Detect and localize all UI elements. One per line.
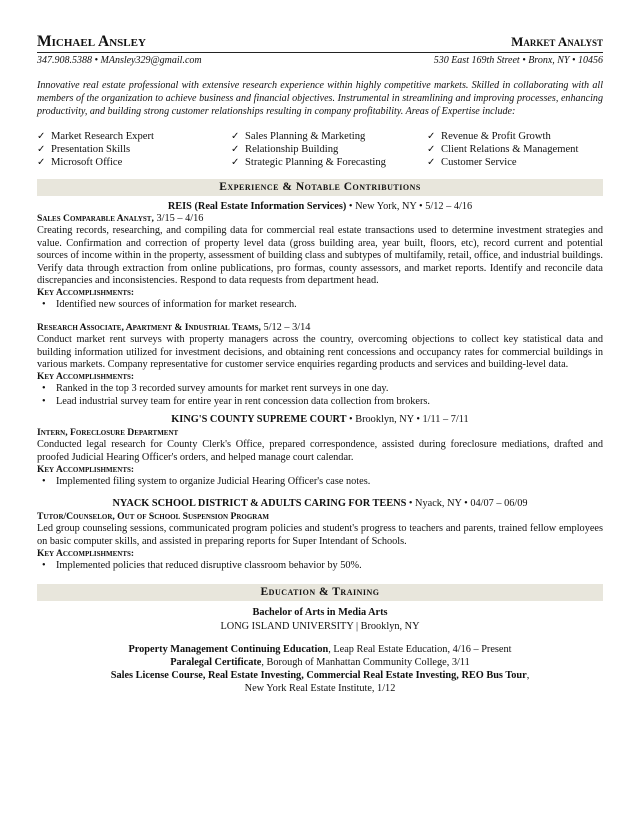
skill-item: ✓ Customer Service — [427, 156, 517, 168]
check-icon: ✓ — [37, 143, 46, 155]
bullet-icon: • — [42, 383, 46, 395]
job-heading — [37, 414, 603, 426]
section-heading-experience: Experience & Notable Contributions — [37, 179, 603, 196]
list-item: • Ranked in the top 3 recorded survey amounts for market rent surveys in one day. — [42, 383, 389, 395]
skills-grid — [37, 130, 603, 169]
candidate-name: Michael Ansley — [37, 33, 146, 50]
key-accomplishments-label: Key Accomplishments: — [37, 464, 135, 475]
skill-item: ✓ Microsoft Office — [37, 156, 123, 168]
resume-page — [37, 33, 603, 696]
role-title: Research Associate, Apartment & Industrial Teams, — [37, 321, 261, 333]
check-icon: ✓ — [231, 143, 240, 155]
skill-item: ✓ Revenue & Profit Growth — [427, 130, 551, 142]
check-icon: ✓ — [231, 156, 240, 168]
contact-line — [37, 55, 603, 66]
contact-phone-email: 347.908.5388 • MAnsley329@gmail.com — [37, 55, 202, 66]
role-description: Conducted legal research for County Clerk's Office, prepared correspondence, assisted during foreclosure mediations, drafted and proofed Judicial Hearing Officer's orders, and helped manage court calendar. — [37, 439, 603, 463]
role-description: Conduct market rent surveys with property managers across the country, overcoming objections to collect key statistical data and building information utilized for investment decisions, and obtaining rent concessions and occupancy rates for commercial buildings in various markets. Company representative for customer service enquiries regarding products and services and building-level data. — [37, 334, 603, 371]
education-section — [37, 606, 603, 695]
role-title: Sales Comparable Analyst, — [37, 213, 154, 225]
role-description: Creating records, researching, and compiling data for commercial real estate transactions used to determine investment strategies and value. Confirmation and correction of property level data (gross building area, year built, floors, etc), record current and potential sources of income within in the property, assessment of building class and subtypes of multifamily, retail, office, and industrial buildings. Verify data through extraction from online publications, pro formas, county assessors, and market reports. Identify and reconcile data discrepancies and inconsistencies. Respond to data requests from department head. — [37, 225, 603, 287]
section-heading-education: Education & Training — [37, 584, 603, 601]
check-icon: ✓ — [37, 156, 46, 168]
key-accomplishments-label: Key Accomplishments: — [37, 288, 135, 299]
contact-address: 530 East 169th Street • Bronx, NY • 10456 — [433, 55, 603, 66]
job-heading — [37, 498, 603, 510]
role-line — [37, 322, 603, 334]
training-institute: New York Real Estate Institute, 1/12 — [244, 683, 396, 695]
check-icon: ✓ — [427, 143, 436, 155]
employer-meta: • New York, NY • 5/12 – 4/16 — [346, 200, 473, 212]
list-item: • Lead industrial survey team for entire year in rent concession data collection from brokers. — [42, 395, 430, 407]
summary-paragraph: Innovative real estate professional with extensive research experience within highly competitive markets. Skilled in collaborating with all members of the organization to achieve business and financial objectives. Instrumental in streamlining and improving processes, enhancing productivity, and building strong customer relationships resulting in company profitability. Areas of Expertise include: — [37, 80, 603, 118]
bullet-icon: • — [42, 559, 46, 571]
accomplishment-list — [37, 560, 603, 572]
experience-section — [37, 201, 603, 573]
check-icon: ✓ — [231, 130, 240, 142]
role-description: Led group counseling sessions, communicated program policies and student's progress to teachers and parents, trained fellow employees on basic computer skills, and assisted in preparing reports for Super Intendant of Schools. — [37, 523, 603, 547]
bullet-icon: • — [42, 299, 46, 311]
bullet-icon: • — [42, 475, 46, 487]
key-accomplishments-label: Key Accomplishments: — [37, 548, 135, 559]
check-icon: ✓ — [427, 156, 436, 168]
role-title: Tutor/Counselor, Out of School Suspension Program — [37, 510, 269, 522]
employer-meta: • Nyack, NY • 04/07 – 06/09 — [406, 498, 528, 510]
skill-item: ✓ Client Relations & Management — [427, 143, 579, 155]
employer-name: KING'S COUNTY SUPREME COURT — [171, 414, 347, 426]
job-title: Market Analyst — [511, 34, 603, 49]
role-title: Intern, Foreclosure Department — [37, 426, 179, 438]
employer-name: NYACK SCHOOL DISTRICT & ADULTS CARING FOR TEENS — [112, 498, 407, 510]
training-item: Paralegal Certificate, Borough of Manhattan Community College, 3/11 — [170, 656, 470, 668]
accomplishment-list — [37, 383, 603, 408]
bullet-icon: • — [42, 395, 46, 407]
accomplishment-list — [37, 476, 603, 488]
school: LONG ISLAND UNIVERSITY | Brooklyn, NY — [220, 620, 420, 632]
list-item: • Implemented policies that reduced disruptive classroom behavior by 50%. — [42, 559, 362, 571]
employer-meta: • Brooklyn, NY • 1/11 – 7/11 — [346, 414, 469, 426]
check-icon: ✓ — [37, 130, 46, 142]
skill-item: ✓ Market Research Expert — [37, 130, 154, 142]
key-accomplishments-label: Key Accomplishments: — [37, 372, 135, 383]
resume-header — [37, 33, 603, 53]
degree: Bachelor of Arts in Media Arts — [252, 607, 388, 619]
accomplishment-list — [37, 299, 603, 311]
training-item: Property Management Continuing Education, Leap Real Estate Education, 4/16 – Present — [128, 643, 512, 655]
employer-name: REIS (Real Estate Information Services) — [167, 200, 347, 212]
list-item: • Implemented filing system to organize Judicial Hearing Officer's case notes. — [42, 475, 371, 487]
training-item: Sales License Course, Real Estate Investing, Commercial Real Estate Investing, REO Bus Tour, — [110, 670, 530, 682]
role-dates: 5/12 – 3/14 — [260, 321, 311, 333]
skill-item: ✓ Relationship Building — [231, 143, 339, 155]
role-line — [37, 213, 603, 225]
skill-item: ✓ Strategic Planning & Forecasting — [231, 156, 386, 168]
job-heading — [37, 201, 603, 213]
list-item: • Identified new sources of information for market research. — [42, 299, 297, 311]
skill-item: ✓ Sales Planning & Marketing — [231, 130, 366, 142]
role-dates: 3/15 – 4/16 — [153, 213, 204, 225]
check-icon: ✓ — [427, 130, 436, 142]
skill-item: ✓ Presentation Skills — [37, 143, 131, 155]
